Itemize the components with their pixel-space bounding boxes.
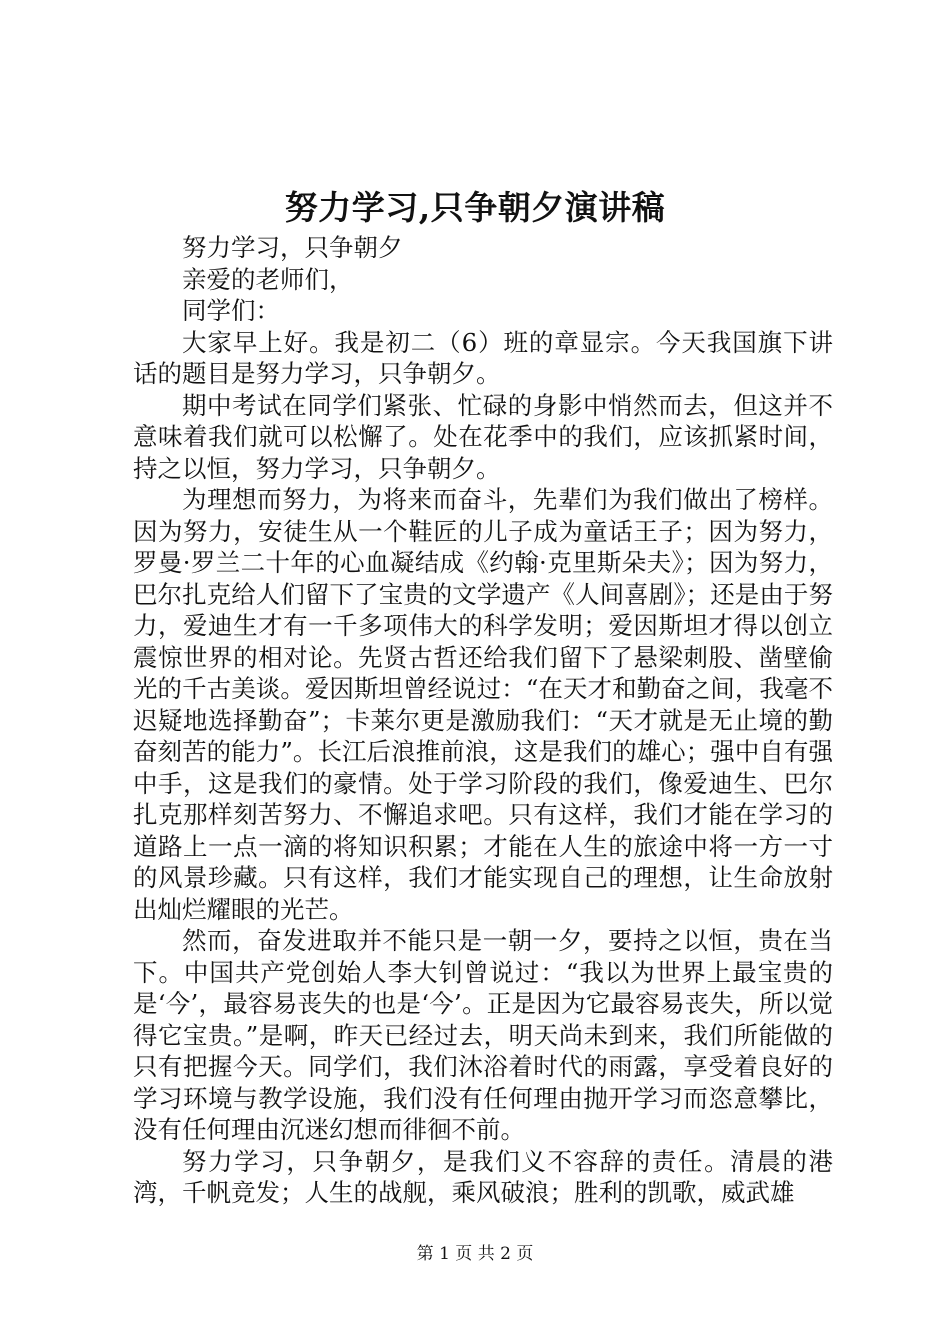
document-title: 努力学习,只争朝夕演讲稿 (284, 188, 666, 227)
document-body (133, 232, 833, 1209)
paragraph-greeting-teachers: 亲爱的老师们， (182, 264, 354, 294)
paragraph-responsibility: 努力学习，只争朝夕，是我们义不容辞的责任。清晨的港湾，千帆竞发；人生的战舰，乘风破浪；胜利的凯歌，威武雄 (133, 1146, 833, 1207)
paragraph-greeting-students: 同学们： (182, 296, 280, 325)
paragraph-subtitle: 努力学习，只争朝夕 (182, 233, 403, 262)
paragraph-midterm: 期中考试在同学们紧张、忙碌的身影中悄然而去，但这并不意味着我们就可以松懈了。处在花季中的我们，应该抓紧时间，持之以恒，努力学习，只争朝夕。 (133, 390, 833, 483)
paragraph-persistence: 然而，奋发进取并不能只是一朝一夕，要持之以恒，贵在当下。中国共产党创始人李大钊曾说过：“我以为世界上最宝贵的是‘今’，最容易丧失的也是‘今’。正是因为它最容易丧失，所以觉得它宝贵。”是啊，昨天已经过去，明天尚未到来，我们所能做的只有把握今天。同学们，我们沐浴着时代的雨露，享受着良好的学习环境与教学设施，我们没有任何理由抛开学习而恣意攀比，没有任何理由沉迷幻想而徘徊不前。 (133, 926, 833, 1144)
paragraph-examples: 为理想而努力，为将来而奋斗，先辈们为我们做出了榜样。因为努力，安徒生从一个鞋匠的儿子成为童话王子；因为努力，罗曼·罗兰二十年的心血凝结成《约翰·克里斯朵夫》；因为努力，巴尔扎克给人们留下了宝贵的文学遗产《人间喜剧》；还是由于努力，爱迪生才有一千多项伟大的科学发明；爱因斯坦才得以创立震惊世界的相对论。先贤古哲还给我们留下了悬梁刺股、凿壁偷光的千古美谈。爱因斯坦曾经说过：“在天才和勤奋之间，我毫不迟疑地选择勤奋”；卡莱尔更是激励我们：“天才就是无止境的勤奋刻苦的能力”。长江后浪推前浪，这是我们的雄心；强中自有强中手，这是我们的豪情。处于学习阶段的我们，像爱迪生、巴尔扎克那样刻苦努力、不懈追求吧。只有这样，我们才能在学习的道路上一点一滴的将知识积累；才能在人生的旅途中将一方一寸的风景珍藏。只有这样，我们才能实现自己的理想，让生命放射出灿烂耀眼的光芒。 (133, 485, 833, 924)
page-footer: 第 1 页 共 2 页 (416, 1244, 534, 1264)
paragraph-introduction: 大家早上好。我是初二（6）班的章显宗。今天我国旗下讲话的题目是努力学习，只争朝夕。 (133, 327, 833, 388)
